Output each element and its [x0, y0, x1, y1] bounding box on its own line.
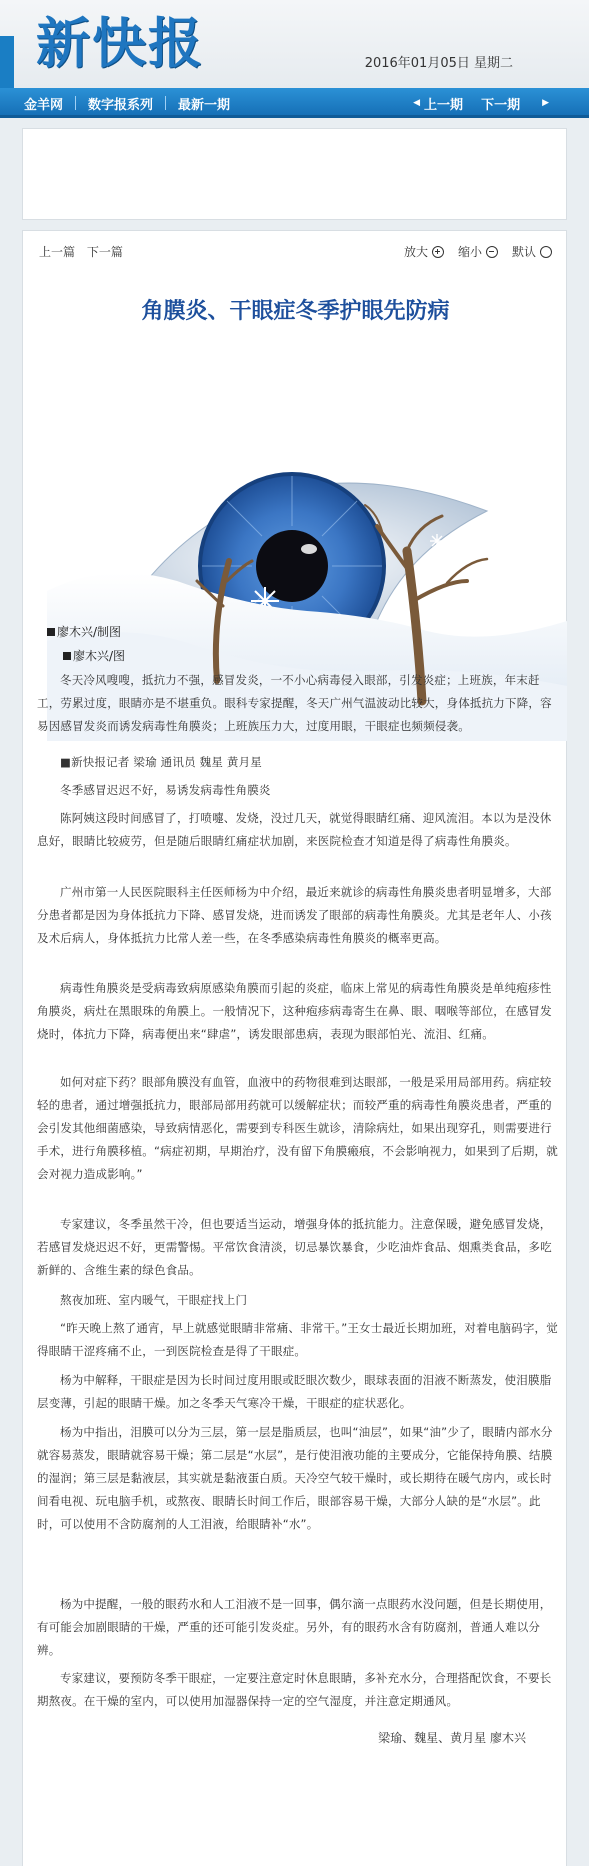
nav-link-latest-issue[interactable]: 最新一期: [178, 97, 231, 113]
article-paragraph: 冬天冷风嗖嗖，抵抗力不强，感冒发炎，一不小心病毒侵入眼部，引发炎症；上班族，年末赶工，劳累过度，眼睛亦是不堪重负。眼科专家提醒，冬天广州气温波动比较大，身体抵抗力下降，容易因感冒发炎而诱发病毒性角膜炎；上班族压力大，过度用眼，干眼症也频频侵袭。: [37, 673, 552, 733]
photo-credit-text: 廖木兴/图: [73, 649, 126, 663]
article-panel: [22, 230, 567, 1866]
nav-link-digital-series[interactable]: 数字报系列: [88, 97, 154, 113]
article-paragraph: 如何对症下药？眼部角膜没有血管，血液中的药物很难到达眼部，一般是采用局部用药。病症较轻的患者，通过增强抵抗力，眼部局部用药就可以缓解症状；而较严重的病毒性角膜炎患者，严重的会引发其他细菌感染，导致病情恶化，需要到专科医生就诊，清除病灶，如果出现穿孔，则需要进行手术，进行角膜移植。“病症初期，早期治疗，没有留下角膜瘢痕，不会影响视力，如果到了后期，就会对视力造成影响。”: [37, 1075, 558, 1181]
article-paragraph: 病毒性角膜炎是受病毒致病原感染角膜而引起的炎症，临床上常见的病毒性角膜炎是单纯疱疹性角膜炎，病灶在黑眼珠的角膜上。一般情况下，这种疱疹病毒寄生在鼻、眼、咽喉等部位，在感冒发烧时，体抗力下降，病毒便出来“肆虐”，诱发眼部患病，表现为眼部怕光、流泪、红痛。: [37, 981, 552, 1041]
zoom-default-label: 默认: [511, 245, 536, 259]
article-byline-reporters: ■新快报记者 梁瑜 通讯员 魏星 黄月星: [60, 755, 262, 769]
article-paragraph: “昨天晚上熬了通宵，早上就感觉眼睛非常痛、非常干。”王女士最近长期加班，对着电脑码字，觉得眼睛干涩疼痛不止，一到医院检查是得了干眼症。: [37, 1321, 558, 1358]
article-subheading: 熬夜加班、室内暖气，干眼症找上门: [60, 1293, 248, 1307]
plus-circle-icon: [432, 246, 444, 258]
zoom-out-button[interactable]: [458, 243, 498, 260]
article-paragraph: 专家建议，冬季虽然干冷，但也要适当运动，增强身体的抵抗能力。注意保暖，避免感冒发烧，若感冒发烧迟迟不好，更需警惕。平常饮食清淡，切忌暴饮暴食，少吃油炸食品、烟熏类食品，多吃新鲜的、含维生素的绿色食品。: [37, 1217, 552, 1277]
square-bullet-icon: [63, 652, 71, 660]
article-paragraph: 专家建议，要预防冬季干眼症，一定要注意定时休息眼睛，多补充水分，合理搭配饮食，不要长期熬夜。在干燥的室内，可以使用加湿器保持一定的空气湿度，并注意定期通风。: [37, 1671, 552, 1708]
zoom-default-button[interactable]: [512, 243, 552, 260]
triangle-right-icon: ▶: [542, 98, 549, 108]
prev-article-link[interactable]: 上一篇: [39, 245, 76, 259]
article-subheading: 冬季感冒迟迟不好，易诱发病毒性角膜炎: [60, 783, 271, 797]
nav-link-jinyangwang[interactable]: 金羊网: [24, 97, 64, 113]
article-paragraph: 杨为中解释，干眼症是因为长时间过度用眼或眨眼次数少，眼球表面的泪液不断蒸发，使泪膜脂层变薄，引起的眼睛干燥。加之冬季天气寒冷干燥，干眼症的症状恶化。: [37, 1373, 552, 1410]
zoom-in-label: 放大: [403, 245, 428, 259]
article-paragraph: 杨为中提醒，一般的眼药水和人工泪液不是一回事，偶尔滴一点眼药水没问题，但是长期使用，有可能会加剧眼睛的干燥，严重的还可能引发炎症。另外，有的眼药水含有防腐剂，普通人难以分辨。: [37, 1597, 552, 1657]
nav-divider: [75, 96, 76, 110]
next-issue-link[interactable]: 下一期: [481, 97, 521, 113]
triangle-left-icon: ◀: [413, 98, 421, 108]
photo-credit: [63, 647, 125, 665]
illustration-credit-text: 廖木兴/制图: [57, 625, 122, 639]
newspaper-logo[interactable]: 新快报: [36, 11, 204, 75]
nav-divider: [165, 96, 166, 110]
circle-icon: [540, 246, 552, 258]
illustration-credit: [47, 623, 121, 641]
next-article-link[interactable]: 下一篇: [86, 245, 123, 259]
square-bullet-icon: [47, 628, 55, 636]
banner-placeholder: [22, 128, 567, 220]
masthead: [0, 0, 589, 88]
top-nav-bar: [0, 88, 589, 118]
issue-date: 2016年01月05日 星期二: [364, 56, 513, 71]
article-byline: 梁瑜、魏星、黄月星 廖木兴: [378, 1731, 526, 1745]
article-paragraph: 陈阿姨这段时间感冒了，打喷嚏、发烧，没过几天，就觉得眼睛红痛、迎风流泪。本以为是没休息好，眼睛比较疲劳，但是随后眼睛红痛症状加剧，来医院检查才知道是得了病毒性角膜炎。: [37, 811, 552, 848]
article-toolbar: [39, 243, 552, 263]
zoom-out-label: 缩小: [457, 245, 482, 259]
article-paragraph: 广州市第一人民医院眼科主任医师杨为中介绍，最近来就诊的病毒性角膜炎患者明显增多，大部分患者都是因为身体抵抗力下降、感冒发烧，进而诱发了眼部的病毒性角膜炎。尤其是老年人、小孩及术后病人，身体抵抗力比常人差一些，在冬季感染病毒性角膜炎的概率更高。: [37, 885, 552, 945]
masthead-accent: [0, 36, 14, 88]
minus-circle-icon: [486, 246, 498, 258]
article-paragraph: 杨为中指出，泪膜可以分为三层，第一层是脂质层，也叫“油层”，如果“油”少了，眼睛内部水分就容易蒸发，眼睛就容易干燥；第二层是“水层”，是行使泪液功能的主要成分，它能保持角膜、结膜的湿润；第三层是黏液层，其实就是黏液蛋白质。天冷空气较干燥时，或长期待在暖气房内，或长时间看电视、玩电脑手机，或熬夜、眼睛长时间工作后，眼部容易干燥，大部分人缺的是“水层”。此时，可以使用不含防腐剂的人工泪液，给眼睛补“水”。: [37, 1425, 553, 1531]
article-title: 角膜炎、干眼症冬季护眼先防病: [141, 299, 450, 324]
zoom-in-button[interactable]: [404, 243, 444, 260]
prev-issue-link[interactable]: 上一期: [424, 97, 464, 113]
